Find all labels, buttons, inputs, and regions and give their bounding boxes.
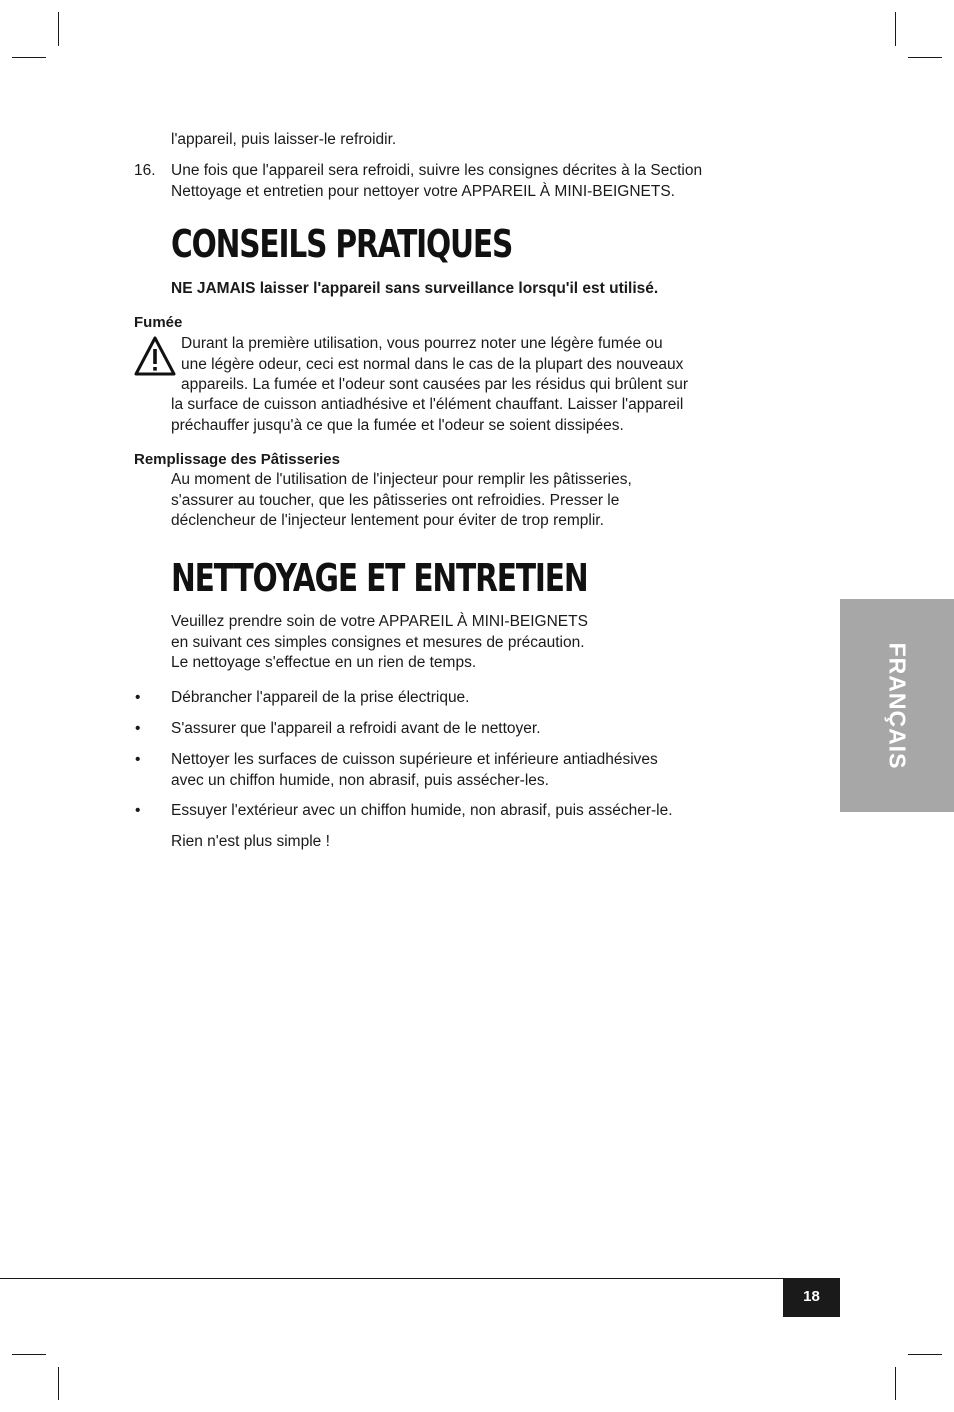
crop-mark [895, 12, 896, 46]
remplissage-line: Au moment de l'utilisation de l'injecteur pour remplir les pâtisseries, [171, 471, 632, 488]
fumee-line: préchauffer jusqu'à ce que la fumée et l'odeur se soient dissipées. [171, 416, 624, 434]
intro-line: en suivant ces simples consignes et mesures de précaution. [171, 633, 585, 651]
step-16-line: Nettoyage et entretien pour nettoyer votre APPAREIL À MINI-BEIGNETS. [171, 182, 675, 200]
list-item: Débrancher l'appareil de la prise électrique. [171, 689, 470, 706]
list-item [171, 750, 781, 791]
section-title-nettoyage: NETTOYAGE ET ENTRETIEN [171, 556, 588, 600]
language-tab-label: FRANÇAIS [884, 642, 911, 769]
page-number-label: 18 [803, 1288, 820, 1306]
crop-mark [58, 12, 59, 46]
continuation-text: l'appareil, puis laisser-le refroidir. [171, 131, 397, 148]
fumee-text [171, 395, 781, 436]
warning-text: NE JAMAIS laisser l'appareil sans surveillance lorsqu'il est utilisé. [171, 280, 659, 297]
crop-mark [908, 1354, 942, 1355]
fumee-text-indented [181, 334, 688, 396]
list-item: S'assurer que l'appareil a refroidi avant de le nettoyer. [171, 720, 541, 737]
fumee-line: appareils. La fumée et l'odeur sont causées par les résidus qui brûlent sur [181, 376, 688, 393]
intro-line: Le nettoyage s'effectue en un rien de temps. [171, 654, 477, 671]
fumee-line: Durant la première utilisation, vous pourrez noter une légère fumée ou [181, 335, 663, 352]
crop-mark [895, 1367, 896, 1400]
warning-triangle-icon [134, 335, 176, 377]
intro-line: Veuillez prendre soin de votre APPAREIL À MINI-BEIGNETS [171, 613, 588, 630]
bullet-marker: • [135, 720, 141, 737]
bullet-marker: • [135, 751, 141, 768]
nettoyage-intro [171, 612, 781, 674]
closing-text: Rien n'est plus simple ! [171, 833, 330, 850]
bullet-marker: • [135, 802, 141, 819]
subheading-remplissage: Remplissage des Pâtisseries [134, 451, 340, 468]
step-16-line: Une fois que l'appareil sera refroidi, suivre les consignes décrites à la Section [171, 162, 703, 179]
section-title-conseils: CONSEILS PRATIQUES [171, 222, 513, 266]
footer-rule [0, 1278, 840, 1279]
step-16-text [171, 161, 781, 202]
list-item-line: avec un chiffon humide, non abrasif, puis assécher-les. [171, 771, 549, 789]
subheading-fumee: Fumée [134, 314, 183, 331]
list-item: Essuyer l'extérieur avec un chiffon humide, non abrasif, puis assécher-le. [171, 802, 673, 819]
crop-mark [58, 1367, 59, 1400]
page-number [783, 1278, 840, 1317]
bullet-marker: • [135, 689, 141, 706]
step-number: 16. [134, 162, 156, 179]
remplissage-line: s'assurer au toucher, que les pâtisseries ont refroidies. Presser le [171, 491, 620, 509]
list-item-line: Nettoyer les surfaces de cuisson supérieure et inférieure antiadhésives [171, 751, 658, 768]
fumee-line: une légère odeur, ceci est normal dans le cas de la plupart des nouveaux [181, 355, 684, 373]
crop-mark [908, 57, 942, 58]
crop-mark [12, 57, 46, 58]
crop-mark [12, 1354, 46, 1355]
language-tab [840, 599, 954, 812]
remplissage-text [171, 470, 781, 532]
remplissage-line: déclencheur de l'injecteur lentement pour éviter de trop remplir. [171, 512, 604, 529]
fumee-line: la surface de cuisson antiadhésive et l'élément chauffant. Laisser l'appareil [171, 396, 684, 413]
